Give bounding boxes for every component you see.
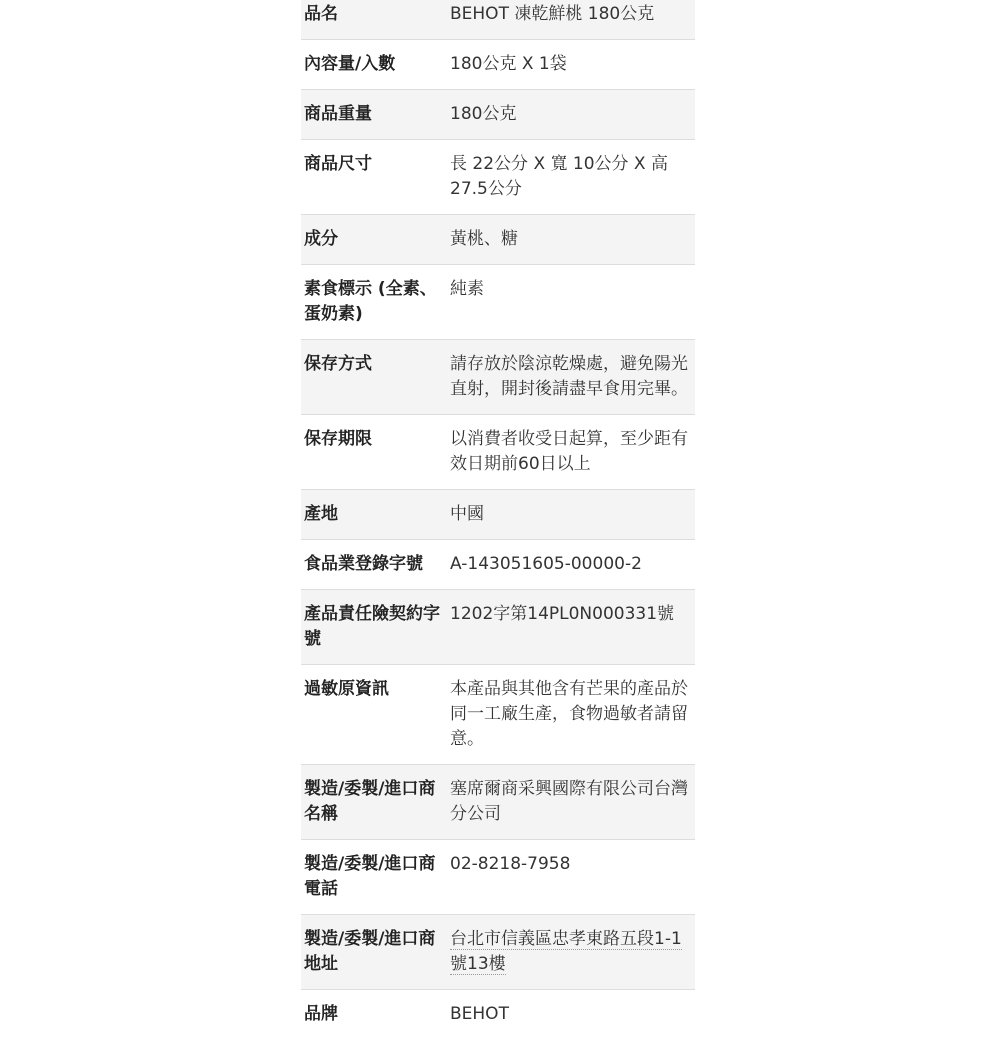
spec-value: 中國: [450, 490, 695, 540]
spec-label: 成分: [301, 215, 450, 265]
spec-label: 商品尺寸: [301, 140, 450, 215]
spec-label: 製造/委製/進口商名稱: [301, 765, 450, 840]
spec-row-ingredients: [301, 215, 695, 265]
address-link[interactable]: 台北市信義區忠孝東路五段1-1號13樓: [450, 929, 682, 975]
spec-value: BEHOT: [450, 990, 695, 1039]
spec-value: [450, 915, 695, 990]
spec-label: 製造/委製/進口商電話: [301, 840, 450, 915]
spec-row-food-registration: [301, 540, 695, 590]
spec-label: 內容量/入數: [301, 40, 450, 90]
spec-label: 食品業登錄字號: [301, 540, 450, 590]
spec-value: 以消費者收受日起算，至少距有效日期前60日以上: [450, 415, 695, 490]
spec-label: 產品責任險契約字號: [301, 590, 450, 665]
spec-value: 塞席爾商采興國際有限公司台灣分公司: [450, 765, 695, 840]
spec-row-shelf-life: [301, 415, 695, 490]
spec-value: 純素: [450, 265, 695, 340]
spec-row-liability-insurance: [301, 590, 695, 665]
spec-row-vegetarian: [301, 265, 695, 340]
spec-label: 商品重量: [301, 90, 450, 140]
spec-label: 保存期限: [301, 415, 450, 490]
spec-value: 長 22公分 X 寬 10公分 X 高 27.5公分: [450, 140, 695, 215]
spec-value: 請存放於陰涼乾燥處，避免陽光直射，開封後請盡早食用完畢。: [450, 340, 695, 415]
spec-row-dimensions: [301, 140, 695, 215]
spec-label: 品名: [301, 0, 450, 40]
spec-label: 產地: [301, 490, 450, 540]
product-spec-table: [301, 0, 695, 1039]
spec-row-allergen: [301, 665, 695, 765]
spec-label: 製造/委製/進口商地址: [301, 915, 450, 990]
spec-value: 1202字第14PL0N000331號: [450, 590, 695, 665]
spec-value: 180公克 X 1袋: [450, 40, 695, 90]
spec-row-manufacturer-phone: [301, 840, 695, 915]
spec-value: 180公克: [450, 90, 695, 140]
spec-row-content-quantity: [301, 40, 695, 90]
spec-row-origin: [301, 490, 695, 540]
spec-value: 黃桃、糖: [450, 215, 695, 265]
spec-value: A-143051605-00000-2: [450, 540, 695, 590]
spec-value: 本產品與其他含有芒果的產品於同一工廠生產，食物過敏者請留意。: [450, 665, 695, 765]
spec-row-brand: [301, 990, 695, 1039]
spec-value: BEHOT 凍乾鮮桃 180公克: [450, 0, 695, 40]
spec-label: 素食標示 (全素、蛋奶素): [301, 265, 450, 340]
spec-value: 02-8218-7958: [450, 840, 695, 915]
spec-row-product-name: [301, 0, 695, 40]
spec-row-storage: [301, 340, 695, 415]
spec-row-weight: [301, 90, 695, 140]
spec-label: 品牌: [301, 990, 450, 1039]
spec-label: 過敏原資訊: [301, 665, 450, 765]
spec-label: 保存方式: [301, 340, 450, 415]
spec-row-manufacturer-address: [301, 915, 695, 990]
spec-row-manufacturer-name: [301, 765, 695, 840]
